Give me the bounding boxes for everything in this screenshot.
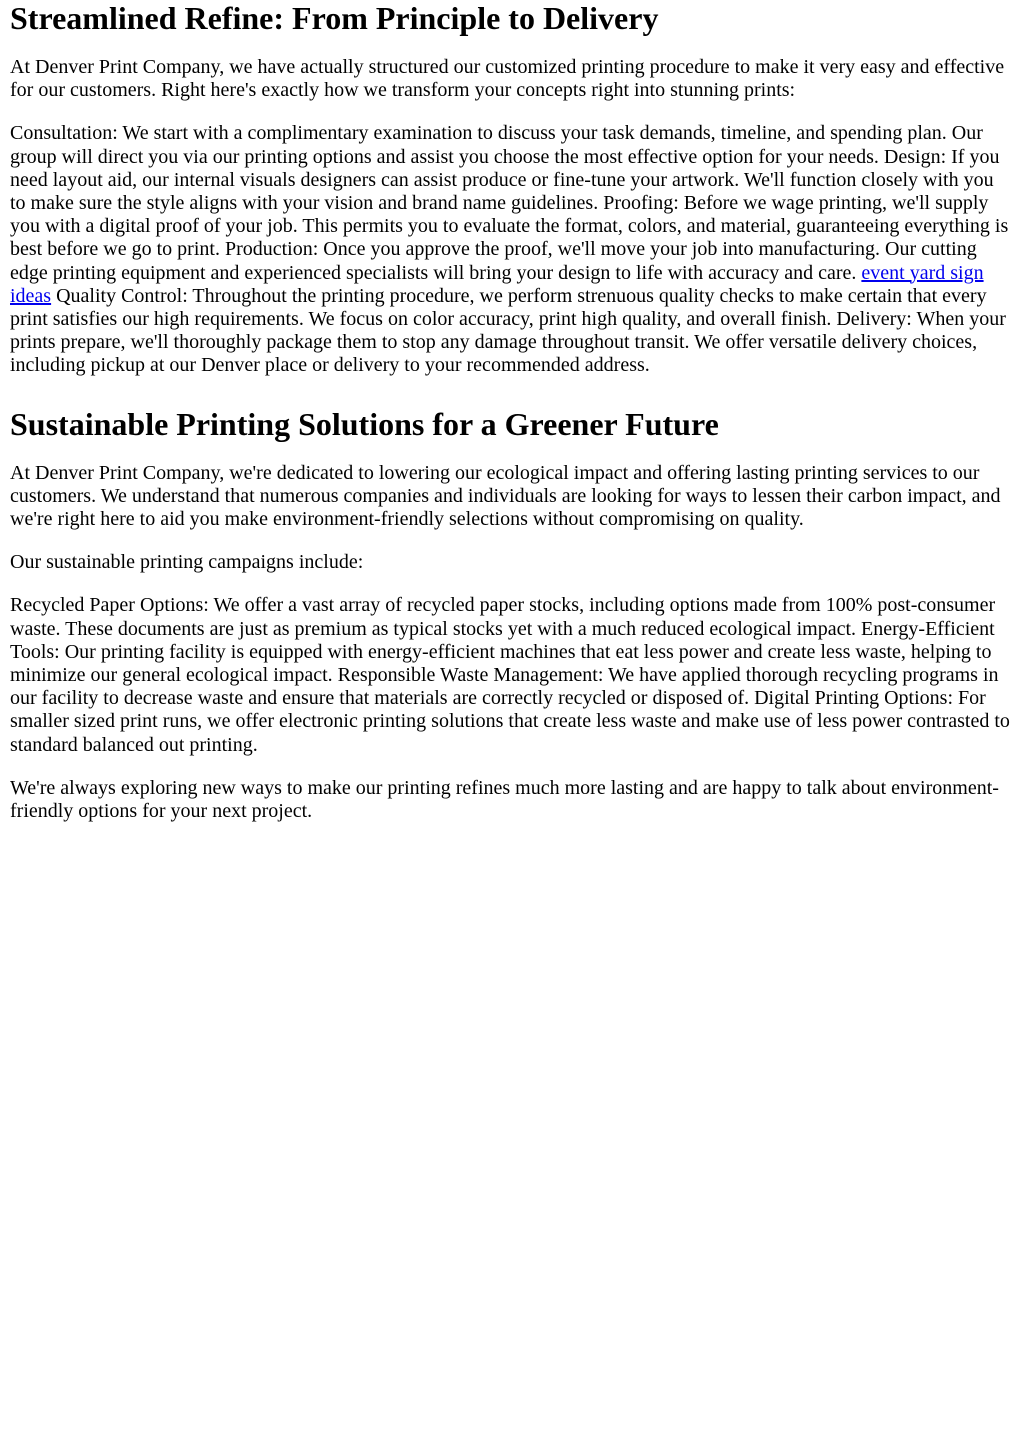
event-yard-sign-ideas-link[interactable]: event yard sign ideas [10, 261, 984, 307]
sustainability-intro-paragraph: At Denver Print Company, we're dedicated to lowering our ecological impact and offering lasting printing services to our customers. We understand that numerous companies and individuals are looking for ways to lessen their carbon impact, and we're right here to aid you make environment-friendly selections without compromising on quality. [10, 461, 1001, 531]
sustainability-list-intro: Our sustainable printing campaigns include: [10, 551, 364, 574]
sustainability-initiatives-paragraph: Recycled Paper Options: We offer a vast array of recycled paper stocks, including options made from 100% post-consumer waste. These documents are just as premium as typical stocks yet with a much reduced ecological impact. Energy-Efficient Tools: Our printing facility is equipped with energy-efficient machines that eat less power and create less waste, helping to minimize our general ecological impact. Responsible Waste Management: We have applied thorough recycling programs in our facility to decrease waste and ensure that materials are correctly recycled or disposed of. Digital Printing Options: For smaller sized print runs, we offer electronic printing solutions that create less waste and make use of less power contrasted to standard balanced out printing. [10, 594, 1010, 756]
process-steps-text-after-link: Quality Control: Throughout the printing procedure, we perform strenuous quality checks to make certain that every print satisfies our high requirements. We focus on color accuracy, print high quality, and overall finish. Delivery: When your prints prepare, we'll thoroughly package them to stop any damage throughout transit. We offer versatile delivery choices, including pickup at our Denver place or delivery to your recommended address. [10, 284, 1006, 377]
section-heading-process: Streamlined Refine: From Principle to Delivery [10, 0, 659, 36]
sustainability-closing-paragraph: We're always exploring new ways to make our printing refines much more lasting and are happy to talk about environment-friendly options for your next project. [10, 776, 999, 823]
process-steps-text-before-link: Consultation: We start with a complimentary examination to discuss your task demands, timeline, and spending plan. Our group will direct you via our printing options and assist you choose the most effective option for your needs. Design: If you need layout aid, our internal visuals designers can assist produce or fine-tune your artwork. We'll function closely with you to make sure the style aligns with your vision and brand name guidelines. Proofing: Before we wage printing, we'll supply you with a digital proof of your job. This permits you to evaluate the format, colors, and material, guaranteeing everything is best before we go to print. Production: Once you approve the proof, we'll move your job into manufacturing. Our cutting edge printing equipment and experienced specialists will bring your design to life with accuracy and care. [10, 122, 1009, 284]
section-heading-sustainability: Sustainable Printing Solutions for a Greener Future [10, 405, 719, 442]
process-steps-paragraph [10, 122, 1014, 377]
process-intro-paragraph: At Denver Print Company, we have actually structured our customized printing procedure to make it very easy and effective for our customers. Right here's exactly how we transform your concepts right into stunning prints: [10, 56, 1005, 102]
